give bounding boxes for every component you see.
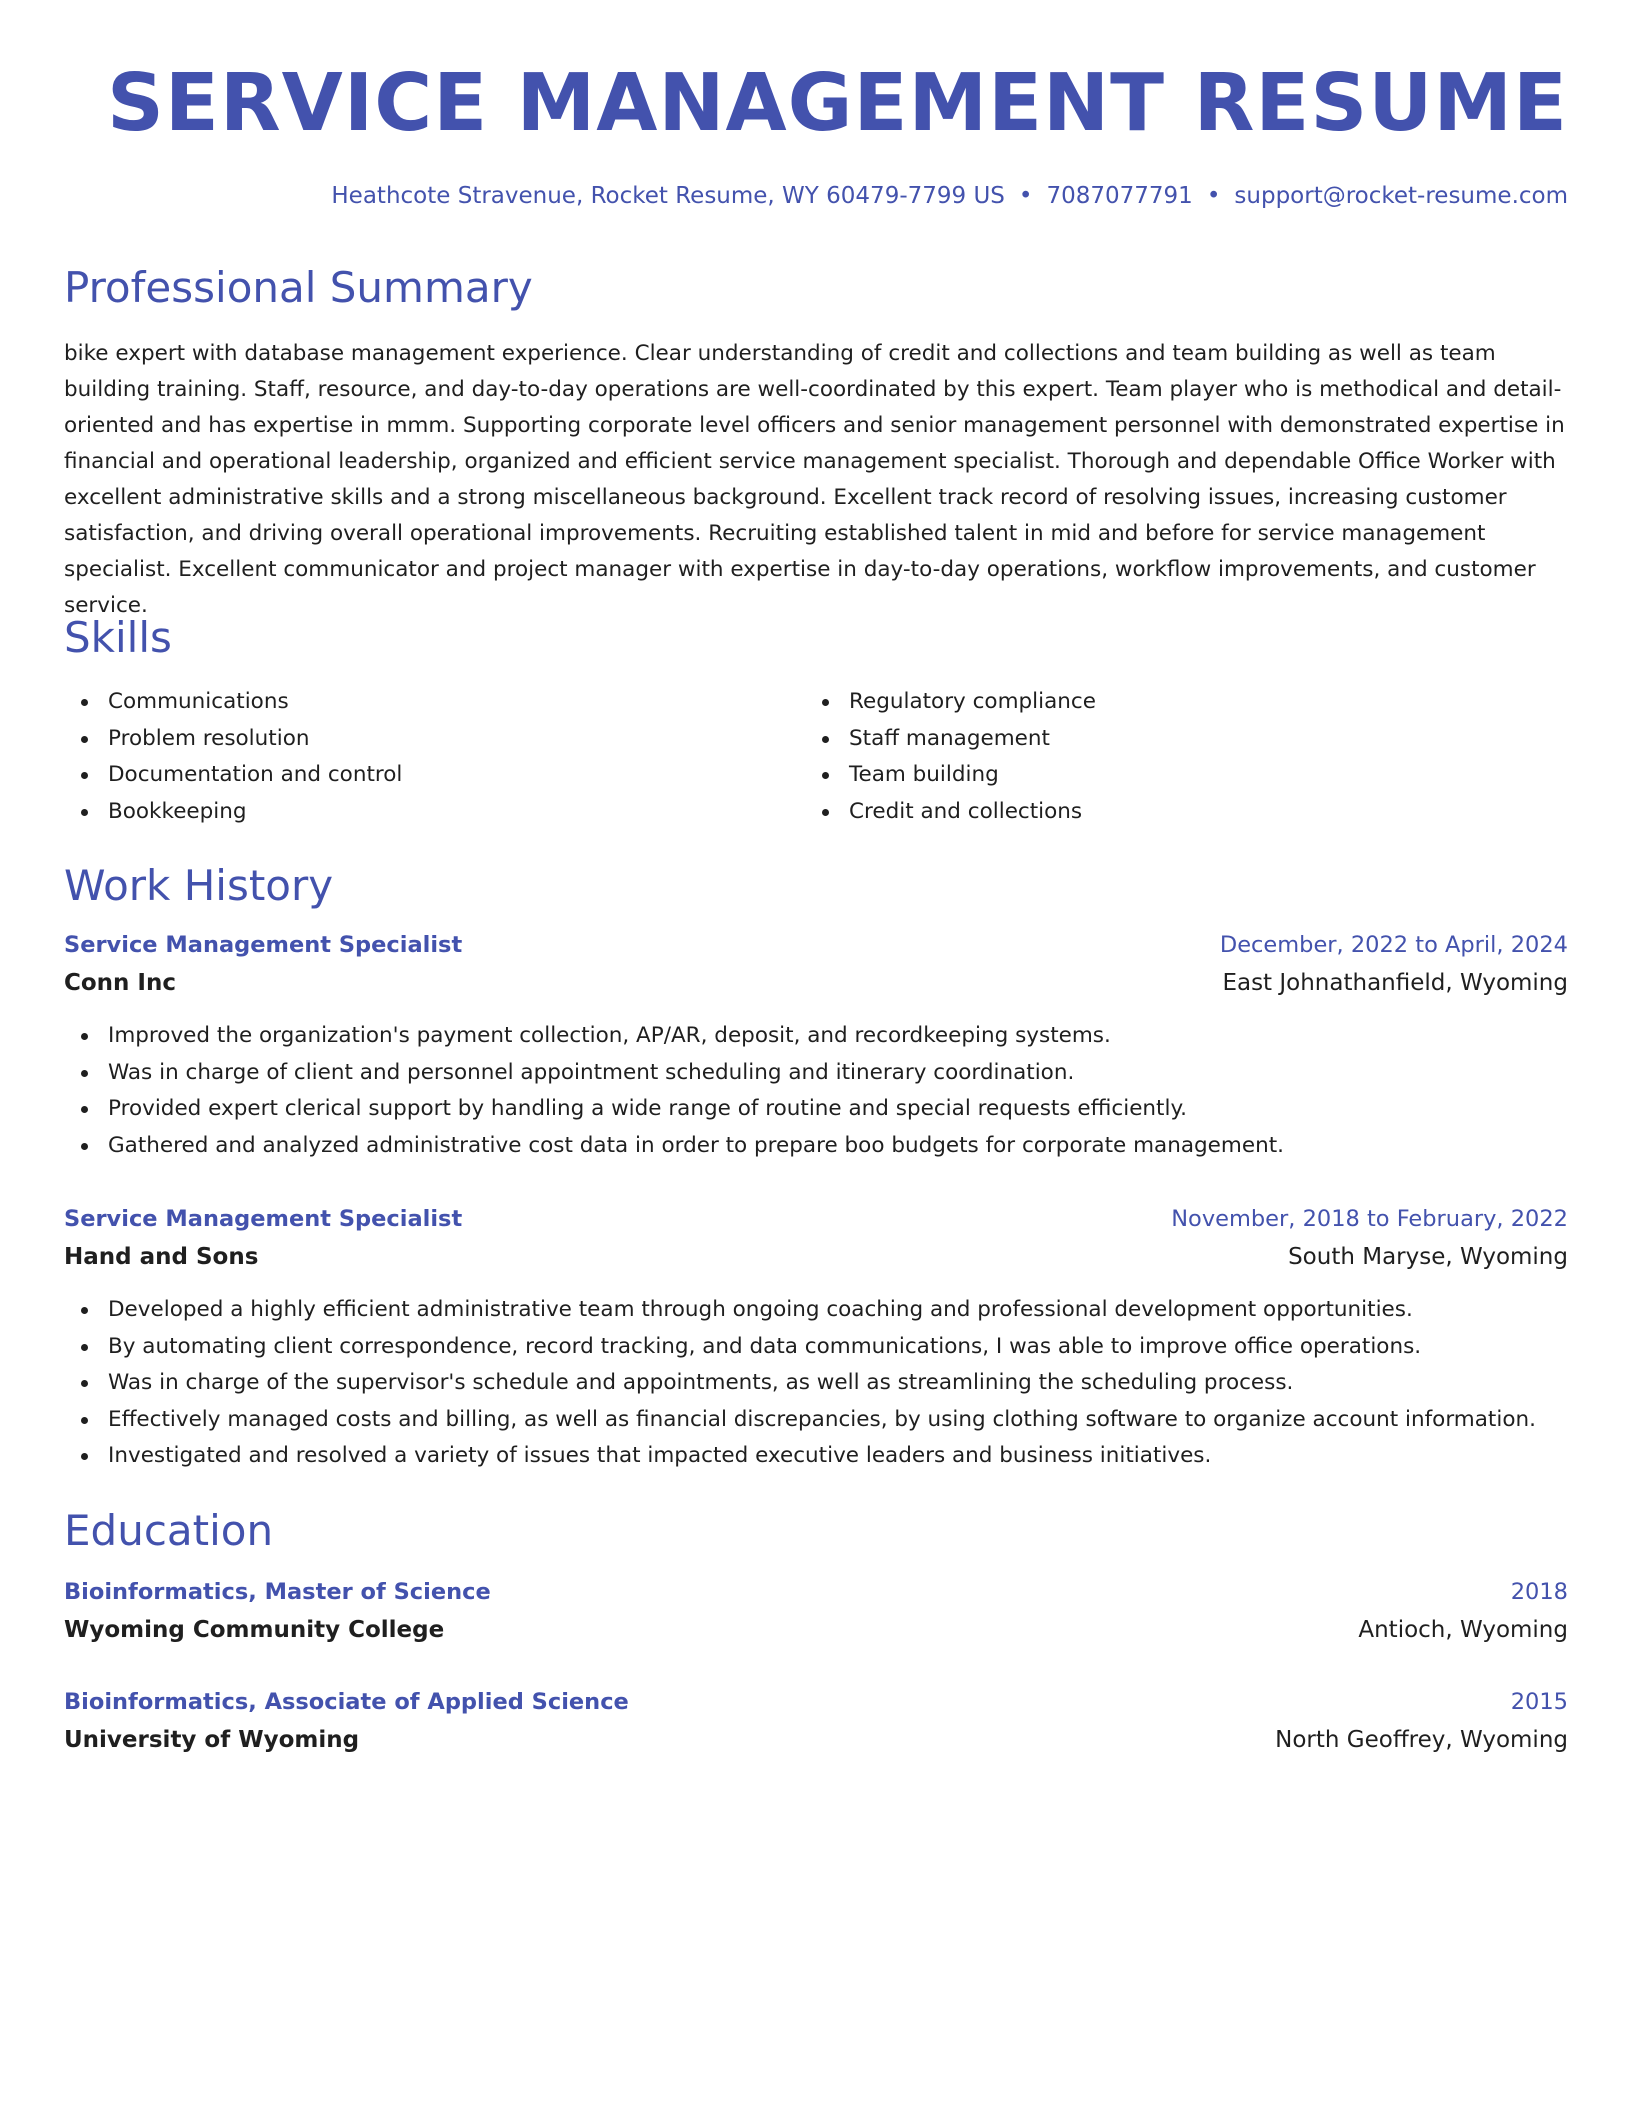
contact-email[interactable]: support@rocket-resume.com (1234, 183, 1568, 209)
job-bullet: Developed a highly efficient administrative team through ongoing coaching and professional development opportunities. (64, 1292, 1568, 1329)
skills-list-right (805, 684, 1546, 830)
job-entry (64, 1200, 1568, 1475)
job-company: Hand and Sons (64, 1244, 259, 1270)
job-org-row (64, 964, 1568, 1002)
job-entry (64, 926, 1568, 1164)
education-degree: Bioinformatics, Associate of Applied Science (64, 1689, 629, 1715)
education-school-row (64, 1611, 1568, 1649)
skill-item: Communications (64, 684, 805, 721)
education-entry (64, 1573, 1568, 1649)
contact-address: Heathcote Stravenue, Rocket Resume, WY 60479-7799 US (331, 183, 1005, 209)
education-section (64, 1505, 1568, 1759)
job-bullet: Provided expert clerical support by handling a wide range of routine and special requests efficiently. (64, 1091, 1568, 1128)
education-degree: Bioinformatics, Master of Science (64, 1579, 491, 1605)
job-bullet: By automating client correspondence, record tracking, and data communications, I was able to improve office operations. (64, 1329, 1568, 1366)
education-school-row (64, 1721, 1568, 1759)
skill-item: Documentation and control (64, 757, 805, 794)
job-bullets (64, 1018, 1568, 1164)
education-header-row (64, 1573, 1568, 1611)
job-dates: November, 2018 to February, 2022 (1171, 1206, 1568, 1232)
contact-separator: • (1206, 183, 1221, 209)
section-heading-education: Education (64, 1506, 274, 1555)
job-role: Service Management Specialist (64, 1206, 463, 1232)
job-header-row (64, 1200, 1568, 1238)
skill-item: Bookkeeping (64, 794, 805, 831)
skill-item: Problem resolution (64, 721, 805, 758)
work-history-section (64, 860, 1568, 1475)
job-role: Service Management Specialist (64, 932, 463, 958)
resume-title: SERVICE MANAGEMENT RESUME (106, 57, 1568, 149)
section-heading-work: Work History (64, 861, 334, 910)
section-heading-summary: Professional Summary (64, 263, 533, 312)
skills-columns (64, 684, 1568, 830)
education-year: 2015 (1510, 1689, 1568, 1715)
job-bullet: Was in charge of client and personnel appointment scheduling and itinerary coordination. (64, 1055, 1568, 1092)
skill-item: Regulatory compliance (805, 684, 1546, 721)
job-bullet: Investigated and resolved a variety of issues that impacted executive leaders and business initiatives. (64, 1438, 1568, 1475)
job-org-row (64, 1238, 1568, 1276)
job-dates: December, 2022 to April, 2024 (1219, 932, 1568, 958)
job-location: East Johnathanfield, Wyoming (1222, 970, 1568, 996)
contact-line (331, 181, 1568, 211)
education-entry (64, 1683, 1568, 1759)
skill-item: Team building (805, 757, 1546, 794)
skill-item: Staff management (805, 721, 1546, 758)
education-school: Wyoming Community College (64, 1617, 445, 1643)
job-bullet: Gathered and analyzed administrative cost data in order to prepare boo budgets for corporate management. (64, 1128, 1568, 1165)
professional-summary-section (64, 262, 1566, 624)
contact-separator: • (1018, 183, 1033, 209)
education-header-row (64, 1683, 1568, 1721)
education-year: 2018 (1510, 1579, 1568, 1605)
education-location: Antioch, Wyoming (1358, 1617, 1568, 1643)
education-location: North Geoffrey, Wyoming (1275, 1727, 1568, 1753)
job-header-row (64, 926, 1568, 964)
job-company: Conn Inc (64, 970, 177, 996)
education-school: University of Wyoming (64, 1727, 360, 1753)
job-bullet: Was in charge of the supervisor's schedule and appointments, as well as streamlining the scheduling process. (64, 1365, 1568, 1402)
section-heading-skills: Skills (64, 613, 172, 662)
skill-item: Credit and collections (805, 794, 1546, 831)
summary-text: bike expert with database management experience. Clear understanding of credit and collections and team building as well as team building training. Staff, resource, and day-to-day operations are well-coordinated by this expert. Team player who is methodical and detail-oriented and has expertise in mmm. Supporting corporate level officers and senior management personnel with demonstrated expertise in financial and operational leadership, organized and efficient service management specialist. Thorough and dependable Office Worker with excellent administrative skills and a strong miscellaneous background. Excellent track record of resolving issues, increasing customer satisfaction, and driving overall operational improvements. Recruiting established talent in mid and before for service management specialist. Excellent communicator and project manager with expertise in day-to-day operations, workflow improvements, and customer service. (64, 341, 1565, 618)
contact-phone: 7087077791 (1046, 183, 1193, 209)
job-bullet: Improved the organization's payment collection, AP/AR, deposit, and recordkeeping systems. (64, 1018, 1568, 1055)
skills-list-left (64, 684, 805, 830)
job-bullets (64, 1292, 1568, 1475)
job-bullet: Effectively managed costs and billing, as well as financial discrepancies, by using clothing software to organize account information. (64, 1402, 1568, 1439)
job-location: South Maryse, Wyoming (1288, 1244, 1568, 1270)
skills-section (64, 612, 1568, 830)
